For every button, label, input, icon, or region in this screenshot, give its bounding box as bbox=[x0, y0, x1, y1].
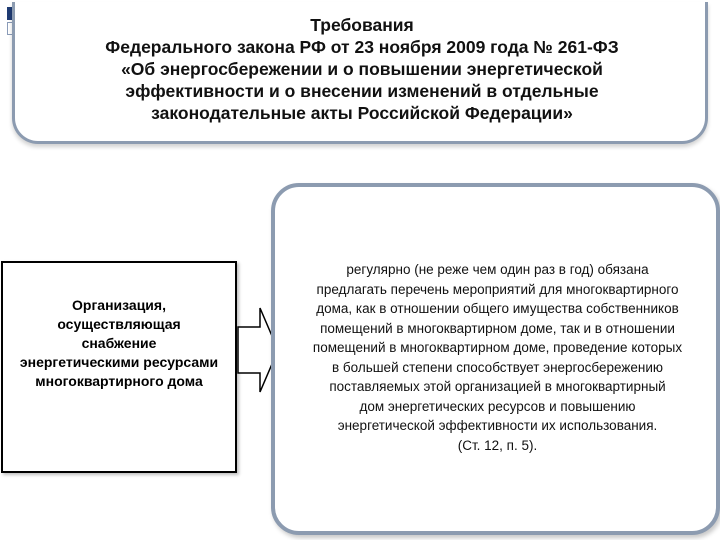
page-title bbox=[30, 14, 694, 124]
title-line: «Об энергосбережении и о повышении энергетической bbox=[121, 59, 603, 79]
title-line: эффективности и о внесении изменений в отдельные bbox=[125, 81, 599, 101]
title-line: Федерального закона РФ от 23 ноября 2009 года № 261-ФЗ bbox=[105, 37, 619, 57]
organization-text bbox=[3, 296, 235, 391]
organization-line: снабжение bbox=[81, 335, 157, 351]
requirement-text bbox=[275, 260, 720, 455]
title-line: Требования bbox=[310, 15, 414, 35]
organization-line: Организация, bbox=[72, 297, 166, 313]
requirement-line: в большей степени способствует энергосбережению bbox=[331, 359, 664, 375]
requirement-line: помещений в многоквартирном доме, проведение которых bbox=[312, 340, 683, 355]
organization-box bbox=[1, 261, 237, 473]
requirement-line: дом энергетических ресурсов и повышению bbox=[359, 398, 636, 414]
organization-line: энергетическими ресурсами bbox=[19, 354, 219, 370]
title-line: законодательные акты Российской Федерации» bbox=[151, 103, 573, 123]
organization-line: осуществляющая bbox=[57, 316, 181, 332]
requirement-line: поставляемых этой организацией в многоквартирный bbox=[329, 379, 666, 394]
requirement-line: предлагать перечень мероприятий для многоквартирного bbox=[316, 281, 679, 297]
requirement-line: (Ст. 12, п. 5). bbox=[457, 437, 538, 453]
requirement-line: регулярно (не реже чем один раз в год) обязана bbox=[346, 262, 649, 277]
requirement-line: помещений в многоквартирном доме, так и в отношении bbox=[320, 320, 675, 336]
requirement-line: энергетической эффективности их использования. bbox=[337, 418, 658, 433]
requirement-line: дома, как в отношении общего имущества собственников bbox=[316, 301, 679, 316]
organization-line: многоквартирного дома bbox=[35, 373, 203, 389]
